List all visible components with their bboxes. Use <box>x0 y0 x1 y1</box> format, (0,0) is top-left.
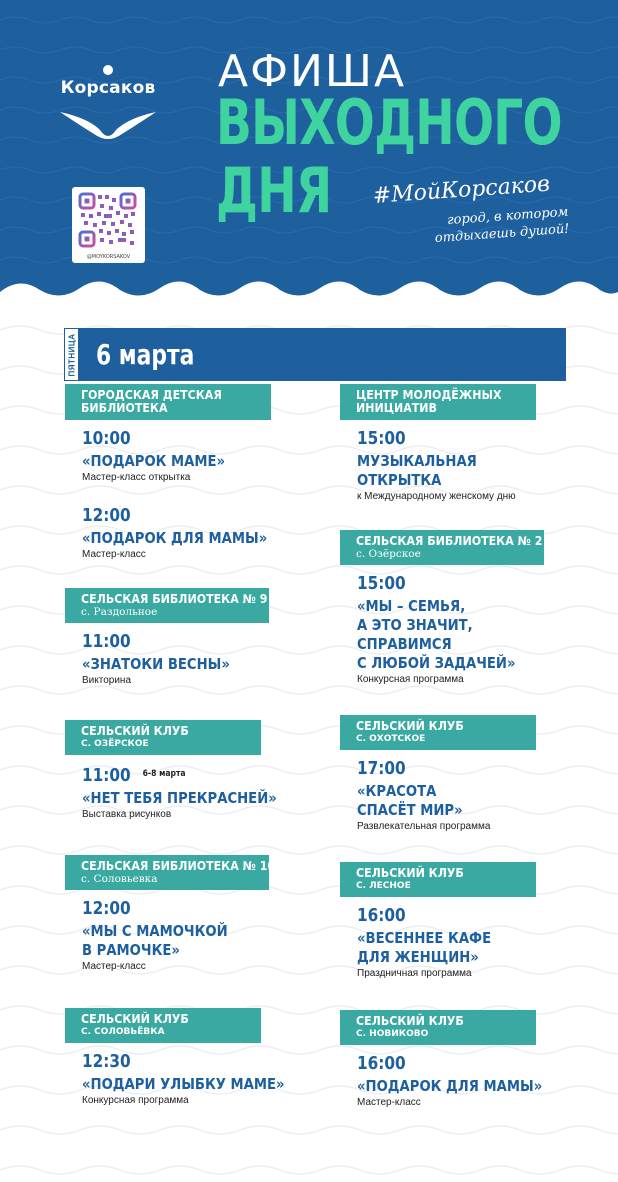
venue-header <box>65 1008 261 1043</box>
venue-name: СЕЛЬСКИЙ КЛУБ <box>356 866 464 880</box>
event-title-line-2: В РАМОЧКЕ» <box>82 941 180 959</box>
venue-name: СЕЛЬСКАЯ БИБЛИОТЕКА № 9 <box>81 592 268 606</box>
event-time: 15:00 <box>357 573 406 594</box>
event-description: Конкурсная программа <box>82 1095 189 1106</box>
event-time: 11:00 <box>82 631 131 652</box>
venue-header <box>340 384 536 420</box>
venue-header <box>340 715 536 750</box>
logo-mark-icon <box>58 62 158 144</box>
venue-name: СЕЛЬСКИЙ КЛУБ <box>81 1012 189 1026</box>
venue-block <box>65 720 277 821</box>
venue-block <box>65 384 271 561</box>
venue-place: С. НОВИКОВО <box>356 1029 429 1039</box>
venue-header <box>65 588 269 623</box>
title-afisha: АФИША <box>218 46 407 97</box>
venue-header <box>65 855 276 890</box>
venue-place: с. Озёрское <box>356 548 421 560</box>
event-title: «ПОДАРОК ДЛЯ МАМЫ» <box>357 1077 543 1095</box>
slogan-line-1: город, в котором <box>446 204 569 229</box>
event-title: «ПОДАРОК ДЛЯ МАМЫ» <box>82 529 268 547</box>
venue-block <box>340 715 536 833</box>
venue-block <box>65 1008 285 1107</box>
weekday-label: ПЯТНИЦА <box>67 332 76 377</box>
venue-block <box>65 855 276 973</box>
event-title-line-1: «КРАСОТА <box>357 782 437 800</box>
date-label: 6 марта <box>96 338 195 371</box>
venue-place: С. СОЛОВЬЁВКА <box>81 1027 165 1037</box>
logo-text: Корсаков <box>60 78 156 98</box>
event-description: к Международному женскому дню <box>357 491 516 502</box>
venue-block <box>340 530 544 686</box>
event-time: 17:00 <box>357 758 406 779</box>
venue-name: СЕЛЬСКИЙ КЛУБ <box>356 1014 464 1028</box>
venue-place: С. ОЗЁРСКОЕ <box>81 739 149 749</box>
event-time: 12:00 <box>82 505 131 526</box>
event-time: 15:00 <box>357 428 406 449</box>
event-title-line-3: СПРАВИМСЯ <box>357 635 452 653</box>
event-time <box>82 764 234 786</box>
venue-block <box>65 588 269 687</box>
venue-place: С. ОХОТСКОЕ <box>356 734 426 744</box>
event-title-line-1: «ВЕСЕННЕЕ КАФЕ <box>357 929 492 947</box>
qr-code-icon <box>78 192 139 250</box>
venue-block <box>340 862 536 980</box>
event-description: Мастер-класс <box>82 961 146 972</box>
header-wave-edge <box>0 270 618 300</box>
event-date-note: 6-8 марта <box>142 769 186 779</box>
event-title-line-2: ОТКРЫТКА <box>357 471 442 489</box>
event-title-line-2: ДЛЯ ЖЕНЩИН» <box>357 948 479 966</box>
venue-name: СЕЛЬСКИЙ КЛУБ <box>81 724 189 738</box>
title-line-3: ДНЯ <box>216 154 332 227</box>
event-description: Мастер-класс <box>82 549 146 560</box>
venue-header <box>65 720 261 755</box>
venue-place: С. ЛЕСНОЕ <box>356 881 411 891</box>
event-time: 16:00 <box>357 905 406 926</box>
venue-name: СЕЛЬСКАЯ БИБЛИОТЕКА № 10 <box>81 859 276 873</box>
event-title-line-2: СПАСЁТ МИР» <box>357 801 463 819</box>
venue-name-line-2: БИБЛИОТЕКА <box>81 401 168 415</box>
event-time: 16:00 <box>357 1053 406 1074</box>
event-description: Выставка рисунков <box>82 809 172 820</box>
event-description: Мастер-класс открытка <box>82 472 191 483</box>
event-title-line-1: «МЫ – СЕМЬЯ, <box>357 597 466 615</box>
venue-block <box>340 384 536 503</box>
event-title-line-2: А ЭТО ЗНАЧИТ, <box>357 616 473 634</box>
event-description: Конкурсная программа <box>357 674 464 685</box>
qr-code[interactable] <box>72 187 145 263</box>
event-description: Развлекательная программа <box>357 821 491 832</box>
event-time: 10:00 <box>82 428 131 449</box>
qr-handle: @MOYKORSAKOV <box>86 254 131 260</box>
event-description: Мастер-класс <box>357 1097 421 1108</box>
event-time: 12:00 <box>82 898 131 919</box>
venue-place: с. Раздольное <box>81 606 158 618</box>
hashtag: #МойКорсаков <box>372 171 551 209</box>
slogan-line-2: отдыхаешь душой! <box>434 221 570 246</box>
event-time-value: 11:00 <box>82 765 131 786</box>
venue-name: ГОРОДСКАЯ ДЕТСКАЯ <box>81 388 222 402</box>
venue-name-line-2: ИНИЦИАТИВ <box>356 401 437 415</box>
venue-header <box>340 1010 536 1045</box>
event-title: «НЕТ ТЕБЯ ПРЕКРАСНЕЙ» <box>82 789 277 807</box>
event-title-line-1: «МЫ С МАМОЧКОЙ <box>82 922 228 940</box>
date-bar <box>64 328 566 381</box>
venue-name: СЕЛЬСКИЙ КЛУБ <box>356 719 464 733</box>
weekday-tab <box>64 328 79 381</box>
event-title-line-4: С ЛЮБОЙ ЗАДАЧЕЙ» <box>357 654 516 672</box>
venue-name: ЦЕНТР МОЛОДЁЖНЫХ <box>356 388 502 402</box>
venue-header <box>65 384 271 420</box>
event-description: Праздничная программа <box>357 968 472 979</box>
event-title-line-1: МУЗЫКАЛЬНАЯ <box>357 452 477 470</box>
korsakov-logo <box>58 62 158 144</box>
venue-place: с. Соловьевка <box>81 873 158 885</box>
venue-header <box>340 530 544 565</box>
venue-block <box>340 1010 543 1109</box>
event-title: «ПОДАРИ УЛЫБКУ МАМЕ» <box>82 1075 285 1093</box>
event-description: Викторина <box>82 675 132 686</box>
title-line-2: ВЫХОДНОГО <box>216 86 562 159</box>
header-banner <box>0 0 618 300</box>
event-title: «ЗНАТОКИ ВЕСНЫ» <box>82 655 230 673</box>
event-time: 12:30 <box>82 1051 131 1072</box>
event-title: «ПОДАРОК МАМЕ» <box>82 452 226 470</box>
venue-header <box>340 862 536 897</box>
venue-name: СЕЛЬСКАЯ БИБЛИОТЕКА № 2 <box>356 534 543 548</box>
